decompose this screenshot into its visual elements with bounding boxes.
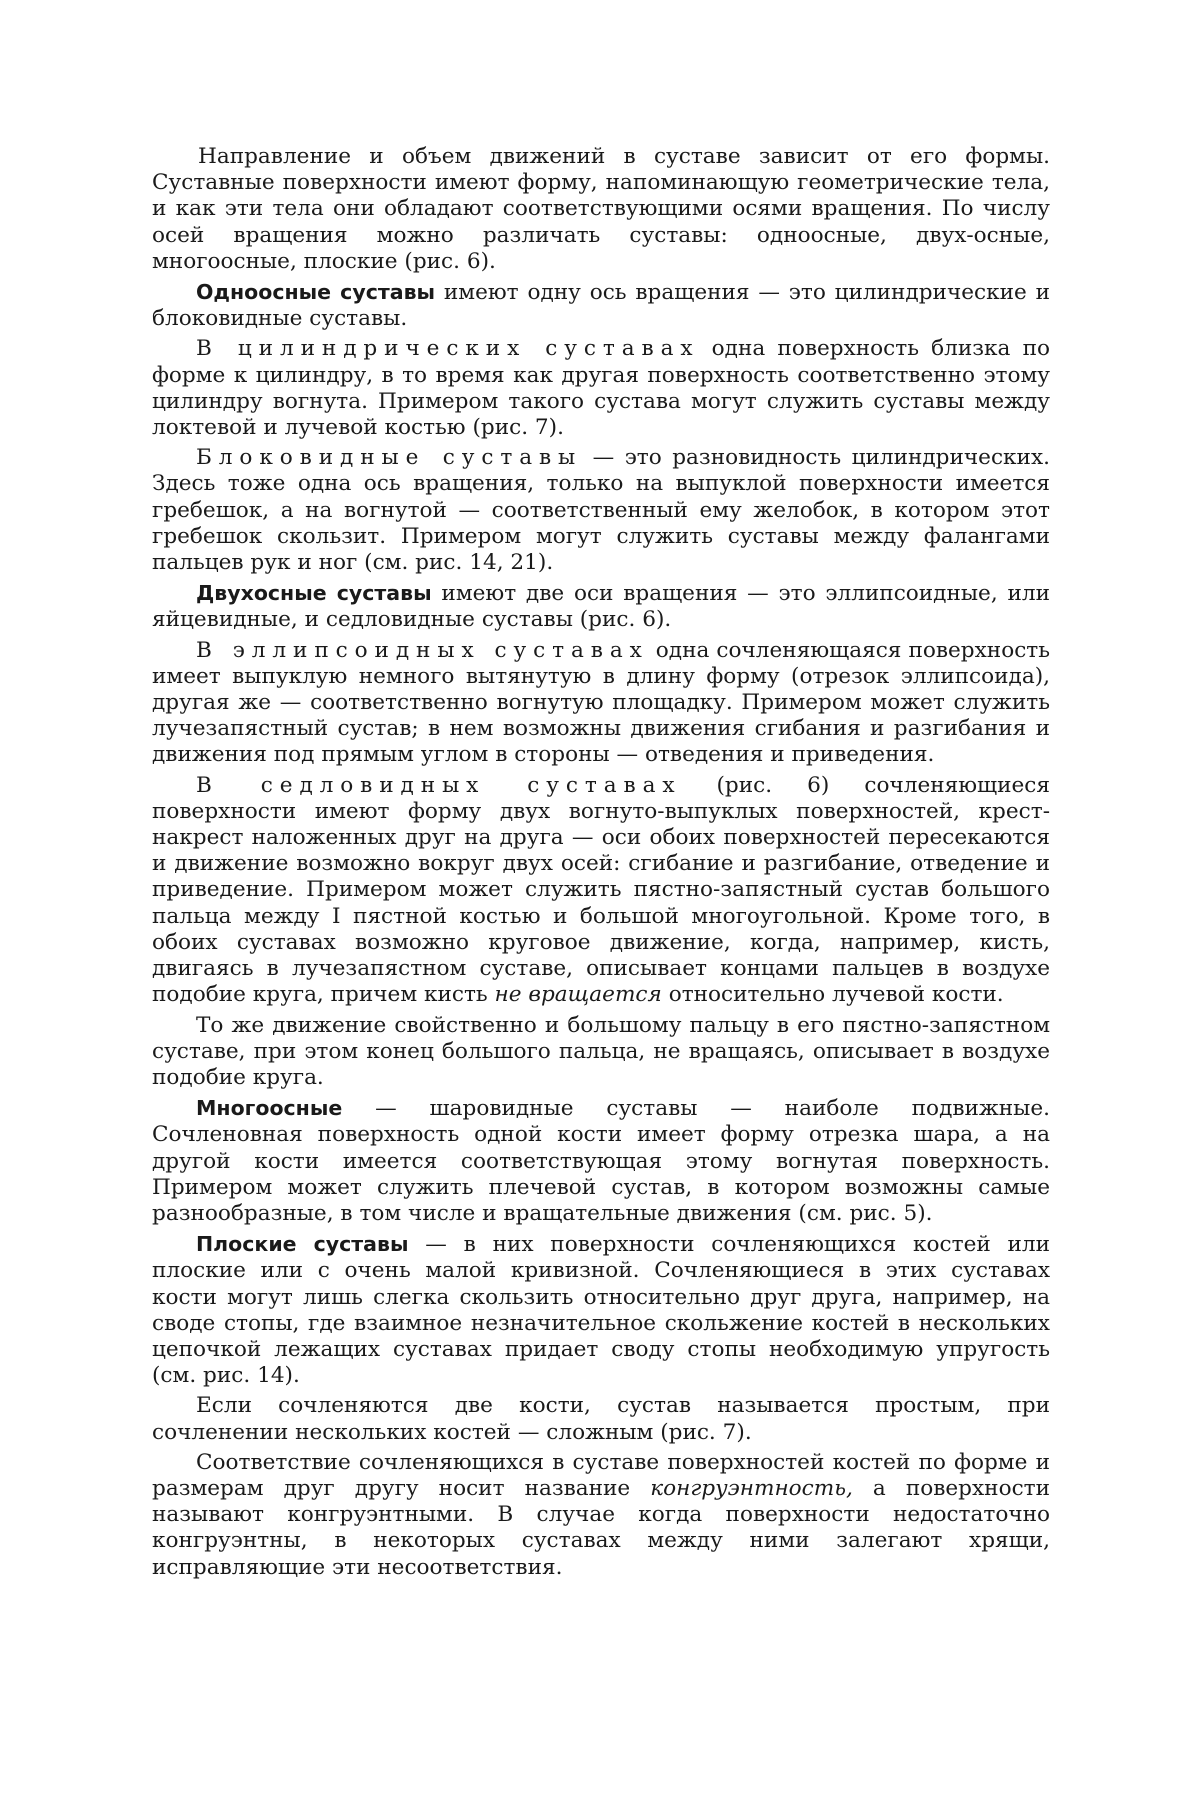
paragraph-text-after: относительно лучевой кости. [661, 982, 1004, 1008]
paragraph-text: имеют две оси вращения — это эллипсоидные, или яйцевидные, и седловидные суставы (рис. 6). [152, 581, 1050, 633]
paragraph-simple-complex [152, 1393, 1050, 1445]
paragraph-ellipsoid [152, 638, 1050, 769]
term-spaced: Блоковидные суставы [196, 445, 583, 471]
paragraph-text: Соответствие сочленяющихся в суставе поверхностей костей по форме и размерам друг другу носит название [152, 1449, 1050, 1501]
paragraph-flat [152, 1231, 1050, 1389]
paragraph-text: (рис. 6) сочленяющиеся поверхности имеют форму двух вогнуто-выпуклых поверхностей, крест-накрест наложенных друг на друга — оси обоих поверхностей пересекаются и движение возможно вокруг двух осей: сгибание и разгибание, отведение и приведение. Примером может служить пястно-запястный сустав большого пальца между I пястной костью и большой многоугольной. Кроме того, в обоих суставах возможно круговое движение, когда, например, кисть, двигаясь в лучезапястном суставе, описывает концами пальцев в воздухе подобие круга, причем кисть [152, 772, 1051, 1008]
paragraph-trochlear [152, 445, 1050, 576]
paragraph-text: одна сочленяющаяся поверхность имеет выпуклую немного вытянутую в длину форму (отрезок эллипсоида), другая же — соответственно вогнутую площадку. Примером может служить лучезапястный сустав; в нем возможны движения сгибания и разгибания и движения под прямым углом в стороны — отведения и приведения. [152, 637, 1050, 768]
paragraph-thumb [152, 1013, 1050, 1092]
paragraph-text: — в них поверхности сочленяющихся костей или плоские или с очень малой кривизной. Сочленяющиеся в этих суставах кости могут лишь слегка скользить относительно друг друга, например, на своде стопы, где взаимное незначительное скольжение костей в нескольких цепочкой лежащих суставах придает своду стопы необходимую упругость (см. рис. 14). [152, 1232, 1051, 1389]
paragraph-intro [152, 144, 1050, 275]
paragraph-multiaxial [152, 1095, 1050, 1227]
paragraph-text: — это разновидность цилиндрических. Здесь тоже одна ось вращения, только на выпуклой поверхности имеется гребешок, а на вогнутой — соответственный ему желобок, в котором этот гребешок скользит. Примером могут служить суставы между фалангами пальцев рук и ног (см. рис. 14, 21). [152, 445, 1050, 576]
italic-emphasis: конгруэнтность, [650, 1475, 853, 1501]
paragraph-text: — шаровидные суставы — наиболе подвижные. Сочленовная поверхность одной кости имеет форму отрезка шара, а на другой кости имеется соответствующая этому вогнутая поверхность. Примером может служить плечевой сустав, в котором возможны самые разнообразные, в том числе и вращательные движения (см. рис. 5). [152, 1096, 1050, 1226]
paragraph-text: Если сочленяются две кости, сустав называется простым, при сочленении нескольких костей — сложным (рис. 7). [152, 1393, 1050, 1445]
paragraph-biaxial [152, 580, 1050, 633]
paragraph-saddle [152, 773, 1050, 1009]
term-bold: Плоские суставы [196, 1232, 409, 1257]
term-bold: Двухосные суставы [196, 581, 432, 606]
term-spaced: В эллипсоидных суставах [196, 637, 649, 663]
paragraph-congruence [152, 1450, 1050, 1581]
paragraph-cylindrical [152, 336, 1050, 441]
book-page [152, 144, 1050, 1585]
paragraph-text: То же движение свойственно и большому пальцу в его пястно-запястном суставе, при этом конец большого пальца, не вращаясь, описывает в воздухе подобие круга. [152, 1012, 1050, 1090]
paragraph-text: одна поверхность близка по форме к цилиндру, в то время как другая поверхность соответственно этому цилиндру вогнута. Примером такого сустава могут служить суставы между локтевой и лучевой костью (рис. 7). [152, 336, 1050, 441]
term-bold: Одноосные суставы [196, 280, 436, 305]
paragraph-text: имеют одну ось вращения — это цилиндрические и блоковидные суставы. [152, 280, 1050, 332]
term-bold: Многоосные [196, 1096, 343, 1121]
term-spaced: В седловидных суставах [196, 772, 682, 798]
paragraph-text: Направление и объем движений в суставе зависит от его формы. Суставные поверхности имеют форму, напоминающую геометрические тела, и как эти тела они обладают соответствующими осями вращения. По числу осей вращения можно различать суставы: одноосные, двух-осные, многоосные, плоские (рис. 6). [152, 144, 1050, 274]
term-spaced: В цилиндрических суставах [196, 336, 700, 362]
paragraph-uniaxial [152, 279, 1050, 332]
italic-emphasis: не вращается [494, 982, 662, 1008]
paragraph-text-after: а поверхности называют конгруэнтными. В случае когда поверхности недостаточно конгруэнтны, в некоторых суставах между ними залегают хрящи, исправляющие эти несоответствия. [152, 1475, 1050, 1580]
